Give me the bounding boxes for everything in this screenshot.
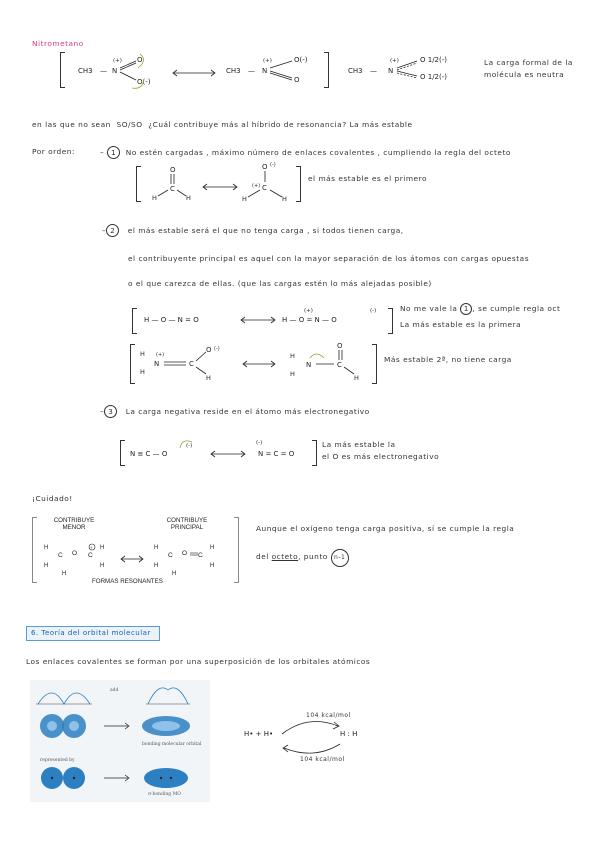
number-circle: 3 xyxy=(104,405,117,418)
svg-text:H: H xyxy=(100,563,105,569)
rule-2-text: – 2 el más estable será el que no tenga carga , si todos tienen carga, xyxy=(102,226,404,235)
represented-by-label: represented by xyxy=(40,758,75,763)
energy-release-label: 104 kcal/mol xyxy=(306,712,351,719)
caution-title: ¡Cuidado! xyxy=(32,494,73,503)
negative-charge: (-) xyxy=(186,443,193,449)
ex1-note-b: , se cumple regla oct xyxy=(472,304,561,313)
oxygen-half-charge: O 1/2(-) xyxy=(420,73,447,81)
svg-text:C: C xyxy=(88,552,93,559)
svg-text:H: H xyxy=(242,195,247,203)
ch3-group: CH3 xyxy=(226,67,241,75)
svg-text:O: O xyxy=(182,550,188,557)
svg-text:H: H xyxy=(282,195,287,203)
nitro-structure-1-bonds xyxy=(118,58,148,88)
resonance-arrow xyxy=(172,70,216,76)
number-circle: 1 xyxy=(107,146,120,159)
ch3-group: CH3 xyxy=(78,67,93,75)
nitrogen-atom: N xyxy=(112,67,118,75)
hono-structure-1: H — O — N = O xyxy=(144,316,199,324)
rule-3-note2: el O es más electronegativo xyxy=(322,452,440,461)
svg-text:H: H xyxy=(140,350,145,358)
resonance-figure xyxy=(30,513,242,591)
svg-text:H: H xyxy=(62,571,67,577)
svg-text:C: C xyxy=(58,552,63,559)
svg-text:(+): (+) xyxy=(156,352,165,358)
svg-text:H: H xyxy=(290,370,295,378)
svg-text:C: C xyxy=(337,361,342,369)
svg-text:O: O xyxy=(170,166,176,174)
nitrogen-atom: N xyxy=(262,67,268,75)
bracket-right xyxy=(388,308,393,334)
ex1-note-a: No me vale la xyxy=(400,304,458,313)
svg-text:C: C xyxy=(262,184,267,192)
svg-text:H: H xyxy=(210,545,215,551)
svg-text:O: O xyxy=(72,550,78,557)
svg-text:(-): (-) xyxy=(270,162,276,168)
svg-text:H: H xyxy=(206,374,211,382)
svg-text:O: O xyxy=(262,163,268,171)
energy-absorb-label: 104 kcal/mol xyxy=(300,756,345,763)
reaction-arrows xyxy=(278,716,350,760)
minor-contributor-label: CONTRIBUYE MENOR xyxy=(53,517,95,531)
svg-text:C: C xyxy=(198,552,203,559)
oxygen-anion: O(-) xyxy=(137,78,151,86)
bond-line: — xyxy=(248,67,255,75)
ether-resonance-structures xyxy=(40,535,230,579)
svg-text:O: O xyxy=(206,346,212,354)
hono-structure-2: H — O = N — O xyxy=(282,316,337,324)
n-minus-1-circle: n-1 xyxy=(331,549,349,567)
svg-text:H: H xyxy=(44,545,49,551)
reaction-product: H : H xyxy=(340,730,358,738)
figure-bracket-left xyxy=(32,517,37,583)
rule-1-note: el más estable es el primero xyxy=(308,174,427,183)
formaldehyde-structures xyxy=(140,162,300,204)
rule-3-note1: La más estable la xyxy=(322,440,396,449)
svg-text:H: H xyxy=(154,563,159,569)
resonance-arrow xyxy=(210,451,246,457)
positive-charge: (+) xyxy=(113,58,122,64)
rule-2-ex1-note2: La más estable es la primera xyxy=(400,320,522,329)
section-6-heading: 6. Teoría del orbital molecular xyxy=(31,629,151,637)
resonance-arrow xyxy=(240,317,276,323)
so-fraction: SO/SO xyxy=(116,120,143,129)
figure-bracket-right xyxy=(234,517,239,583)
rule-3-text: – 3 La carga negativa reside en el átomo más electronegativo xyxy=(100,407,370,416)
rule-2-line2: el contribuyente principal es aquel con la mayor separación de los átomos con cargas opuestas xyxy=(128,254,530,263)
question-main: ¿Cuál contribuye más al híbrido de resonancia? La más estable xyxy=(148,120,413,129)
bracket-right xyxy=(312,440,317,466)
formal-charge-note: La carga formal de la xyxy=(484,58,573,67)
svg-text:H: H xyxy=(210,563,215,569)
amide-structures xyxy=(134,340,374,386)
number-circle: 2 xyxy=(106,224,119,237)
svg-text:H: H xyxy=(140,368,145,376)
oxygen-half-charge: O 1/2(-) xyxy=(420,56,447,64)
svg-text:+: + xyxy=(90,545,93,550)
note-word-punto: , punto xyxy=(298,552,328,561)
positive-charge: (+) xyxy=(304,308,313,314)
positive-charge: (+) xyxy=(390,58,399,64)
note-word-octeto: octeto xyxy=(271,552,299,561)
section-title-nitromethane: Nitrometano xyxy=(32,39,84,48)
svg-text:H: H xyxy=(290,352,295,360)
svg-text:(+): (+) xyxy=(252,183,261,189)
rule-1-body: No estén cargadas , máximo número de enlaces covalentes , cumpliendo la regla del octeto xyxy=(125,148,511,157)
section-6-intro: Los enlaces covalentes se forman por una superposición de los orbitales atómicos xyxy=(26,657,371,666)
rule-2-ex2-note: Más estable 2ª, no tiene carga xyxy=(384,355,512,364)
svg-text:H: H xyxy=(186,194,191,202)
resonance-forms-label: FORMAS RESONANTES xyxy=(92,578,163,585)
svg-text:N: N xyxy=(306,361,312,369)
svg-text:H: H xyxy=(152,194,157,202)
number-circle: 1 xyxy=(460,303,472,315)
oxygen-atom: O xyxy=(137,56,143,64)
svg-text:(-): (-) xyxy=(214,346,220,352)
formal-charge-note: molécula es neutra xyxy=(484,70,565,79)
ch3-group: CH3 xyxy=(348,67,363,75)
rule-2-ex1-note xyxy=(400,303,560,315)
rule-2-line1: el más estable será el que no tenga carga , si todos tienen carga, xyxy=(127,226,404,235)
svg-text:C: C xyxy=(168,552,173,559)
cyanate-structure-2: N = C = O xyxy=(258,450,295,458)
positive-charge: (+) xyxy=(263,58,272,64)
rule-1-text: – 1 No estén cargadas , máximo número de enlaces covalentes , cumpliendo la regla del octeto xyxy=(100,148,511,157)
cyanate-arrows xyxy=(160,436,193,450)
svg-text:C: C xyxy=(189,360,194,368)
note-word-del: del xyxy=(256,552,269,561)
caution-note: Aunque el oxígeno tenga carga positiva, sí se cumple la regla xyxy=(256,524,515,533)
section-6-heading-box xyxy=(26,626,160,641)
cyanate-structure-1: N ≡ C — O xyxy=(130,450,168,458)
reaction-reactants: H• + H• xyxy=(244,730,274,738)
bracket-left xyxy=(120,440,125,466)
oxygen-anion: O(-) xyxy=(294,56,308,64)
svg-text:N: N xyxy=(154,360,160,368)
question-lead: en las que no sean xyxy=(32,120,111,129)
sigma-bonding-label: σ-bonding MO xyxy=(148,792,181,797)
add-label: add xyxy=(110,688,119,693)
nitrogen-atom: N xyxy=(388,67,394,75)
hybrid-bonds xyxy=(395,58,421,84)
resonance-bracket-left xyxy=(60,52,65,88)
oxygen-atom: O xyxy=(294,76,300,84)
bond-line: — xyxy=(100,67,107,75)
principal-contributor-label: CONTRIBUYE PRINCIPAL xyxy=(166,517,208,531)
bracket-left xyxy=(132,308,137,334)
rule-2-line3: o el que carezca de ellas. (que las cargas estén lo más alejadas posible) xyxy=(128,279,432,288)
bonding-mo-label: bonding molecular orbital xyxy=(142,742,202,747)
nitro-structure-2-bonds xyxy=(268,58,298,88)
question-text xyxy=(32,120,413,129)
orbital-overlap-figure xyxy=(30,680,210,802)
rule-3-body: La carga negativa reside en el átomo más electronegativo xyxy=(125,407,370,416)
svg-text:O: O xyxy=(337,342,343,350)
resonance-bracket-right xyxy=(324,52,329,88)
svg-text:H: H xyxy=(44,563,49,569)
negative-charge: (-) xyxy=(256,440,263,446)
caution-note-line2 xyxy=(256,549,349,567)
svg-text:H: H xyxy=(154,545,159,551)
orbital-diagram xyxy=(30,680,210,802)
negative-charge: (-) xyxy=(370,308,377,314)
svg-text:H: H xyxy=(100,545,105,551)
bond-line: — xyxy=(370,67,377,75)
svg-text:C: C xyxy=(170,185,175,193)
svg-text:H: H xyxy=(354,374,359,382)
svg-text:H: H xyxy=(172,571,177,577)
order-lead: Por orden: xyxy=(32,147,75,156)
